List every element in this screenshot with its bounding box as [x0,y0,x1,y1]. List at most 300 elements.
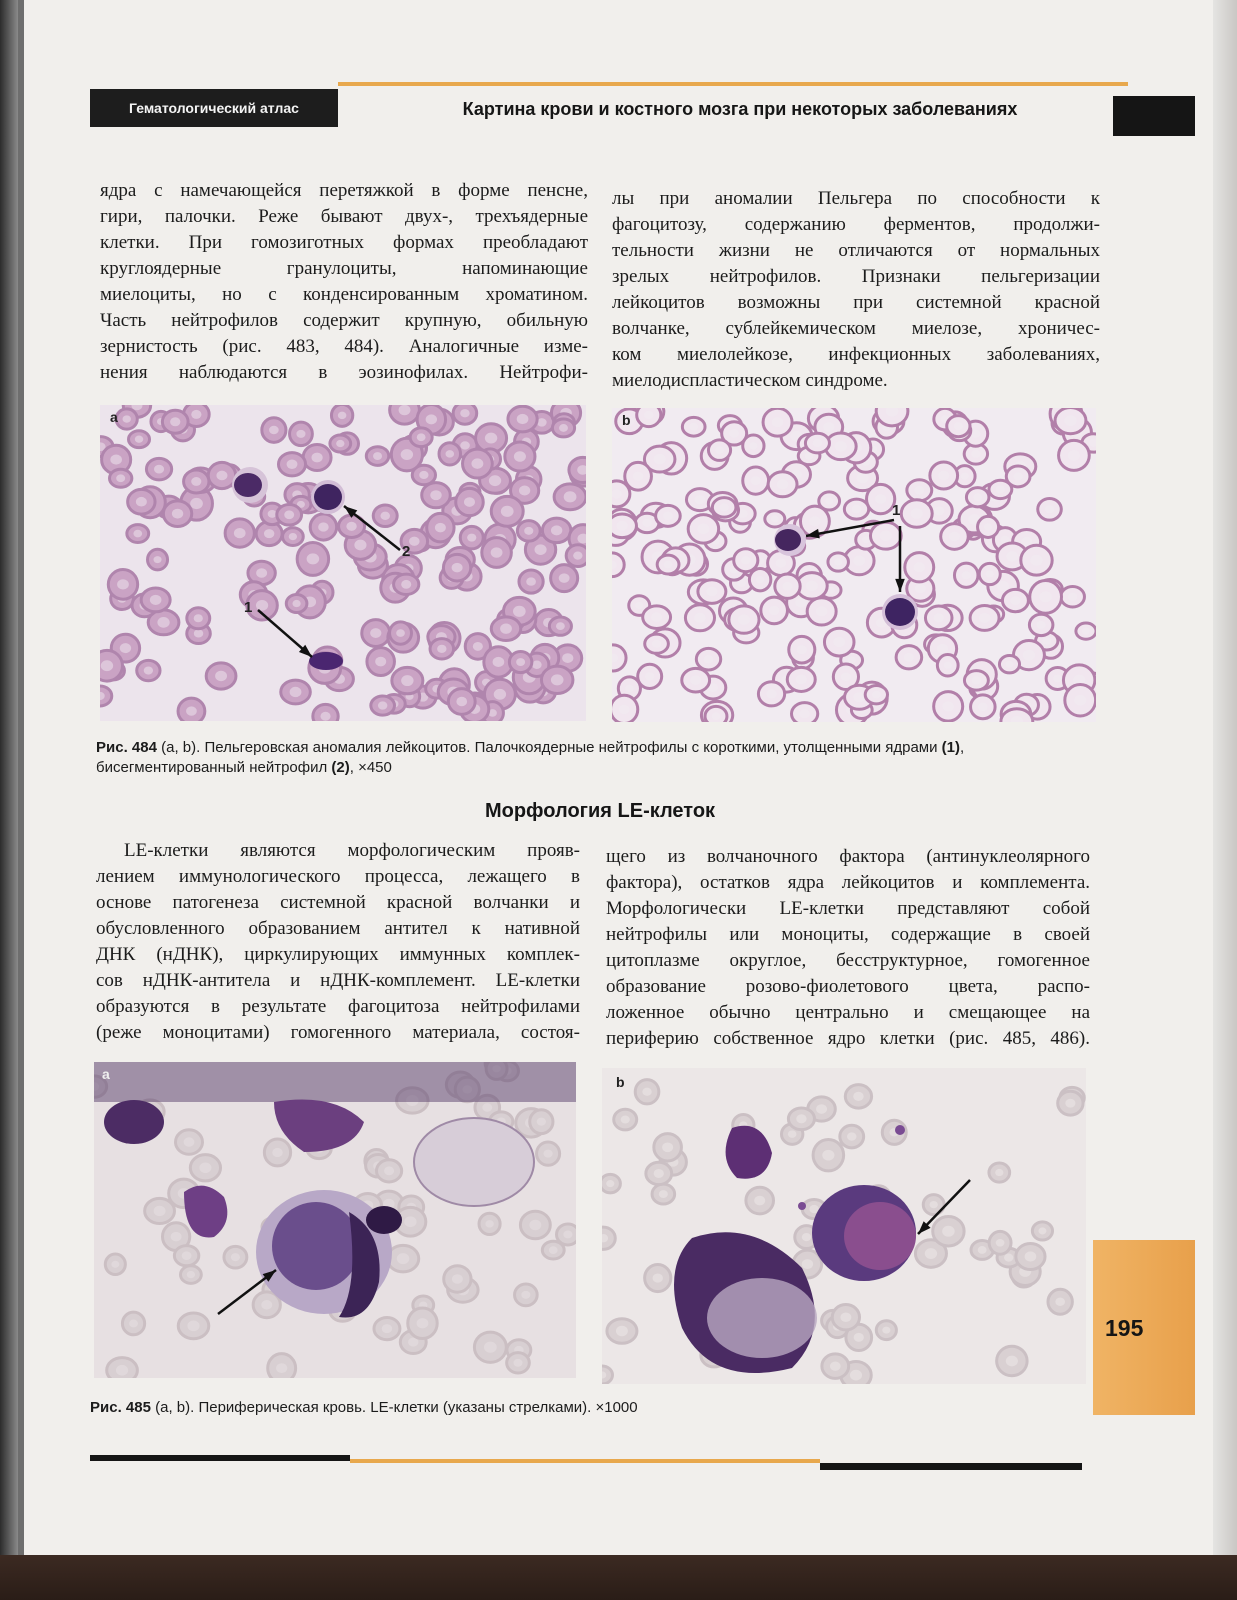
red-blood-cell-pallor [712,712,721,720]
red-blood-cell-pallor [187,1271,195,1278]
red-blood-cell-pallor [517,414,529,424]
red-blood-cell-pallor [338,412,347,419]
red-blood-cell-pallor [635,602,643,609]
red-blood-cell-pallor [551,674,564,685]
red-blood-cell-pallor [934,506,944,515]
red-blood-cell-pallor [485,433,497,444]
red-blood-cell-pallor [373,452,382,460]
header-accent-rule [338,82,1128,86]
text-line: ядра с намечающейся перетяжкой в форме пенсне, [100,180,588,201]
platelet [798,1202,806,1210]
red-blood-cell-pallor [482,1103,492,1112]
red-blood-cell-pallor [606,1180,614,1187]
red-blood-cell-pallor [311,453,322,463]
red-blood-cell-pallor [1064,415,1076,426]
red-blood-cell-pallor [292,600,300,607]
red-blood-cell-pallor [704,655,714,664]
red-blood-cell-pallor [823,422,834,432]
platelet [895,1125,905,1135]
red-blood-cell-pallor [972,676,982,684]
text-line: образуются в результате фагоцитоза нейтрофилами [96,996,580,1017]
red-blood-cell-pallor [1006,1356,1018,1367]
red-blood-cell-pallor [809,516,821,526]
red-blood-cell-pallor [777,479,789,489]
red-blood-cell-pallor [853,1092,864,1101]
red-blood-cell-pallor [170,417,180,426]
red-blood-cell-pallor [875,494,886,504]
red-blood-cell-pallor [799,709,809,718]
red-blood-cell-pallor [741,556,751,564]
red-blood-cell-pallor [171,1232,182,1242]
le-cell-nucleus [844,1202,916,1270]
red-blood-cell-pallor [1006,551,1018,562]
red-blood-cell-pallor [852,505,862,514]
text-line: зернистость (рис. 483, 484). Аналогичные изме- [100,336,588,357]
red-blood-cell-pallor [117,579,129,589]
red-blood-cell-pallor [645,672,655,680]
text-line: лы при аномалии Пельгера по способности к [612,188,1100,209]
red-blood-cell-pallor [806,580,818,591]
red-blood-cell-pallor [452,563,463,573]
red-blood-cell-pallor [694,613,706,623]
red-blood-cell-pallor [663,512,673,521]
red-blood-cell-pallor [1039,591,1052,602]
red-blood-cell-pallor [1042,637,1051,645]
red-blood-cell-pallor [1045,505,1054,513]
red-blood-cell-pallor [944,662,952,669]
footer-rule [820,1463,1082,1470]
text-column-left-top [100,178,588,386]
red-blood-cell-pallor [942,701,954,711]
red-blood-cell-pallor [751,476,761,485]
red-blood-cell-pallor [500,624,512,634]
red-blood-cell-pallor [563,1230,572,1238]
text-line: Часть нейтрофилов содержит крупную, обильную [100,310,588,331]
monocyte [414,1118,534,1206]
red-blood-cell-pallor [930,1201,938,1208]
red-blood-cell-pallor [995,1169,1003,1176]
red-blood-cell-pallor [256,568,267,578]
red-blood-cell-pallor [754,1196,765,1206]
red-blood-cell-pallor [1038,1227,1046,1234]
red-blood-cell-pallor [559,424,568,432]
red-blood-cell-pallor [526,577,536,585]
caption-text-2: , бисегментированный нейтрофил [96,739,965,776]
red-blood-cell-pallor [456,697,467,706]
red-blood-cell-pallor [370,628,381,638]
figure-485-caption [90,1398,990,1418]
neutrophil-nucleus [314,484,342,510]
text-line: цитоплазме округлое, бесструктурное, гомогенное [606,950,1090,971]
red-blood-cell-pallor [516,658,525,666]
red-blood-cell-pallor [336,440,344,447]
red-blood-cell-pallor [144,666,153,674]
red-blood-cell-pallor [543,1150,552,1158]
red-blood-cell-pallor [268,510,277,518]
red-blood-cell-pallor [426,414,437,424]
red-blood-cell-pallor [514,451,526,462]
red-blood-cell-pallor [215,671,227,681]
red-blood-cell-pallor [933,613,944,622]
red-blood-cell-pallor [644,411,654,419]
text-line: миелоциты, но с конденсированным хроматином. [100,284,588,305]
text-line: лейкоцитов возможны при системной красной [612,292,1100,313]
red-blood-cell-pallor [110,454,122,464]
red-blood-cell-pallor [467,534,476,542]
red-blood-cell-pallor [290,687,302,697]
red-blood-cell-pallor [564,491,577,502]
red-blood-cell-pallor [501,506,514,517]
red-blood-cell-pallor [816,1104,827,1114]
red-blood-cell-pallor [194,614,203,622]
red-blood-cell-pallor [642,519,652,527]
caption-ref-1: (1) [941,739,961,756]
red-blood-cell-pallor [633,472,644,481]
figure-label-2: 2 [402,543,411,560]
red-blood-cell-pallor [216,471,227,481]
red-blood-cell-pallor [872,691,881,699]
red-blood-cell-pallor [296,430,305,438]
red-blood-cell-pallor [756,576,765,584]
text-line: периферию собственное ядро клетки (рис. 485, 486). [606,1028,1090,1049]
red-blood-cell-pallor [830,1361,841,1370]
text-line: круглоядерные гранулоциты, напоминающие [100,258,588,279]
red-blood-cell-pallor [111,1261,119,1268]
text-line: LE-клетки являются морфологическим прояв- [124,840,580,861]
red-blood-cell-pallor [184,1137,195,1146]
red-blood-cell-pallor [380,512,390,520]
red-blood-cell-pallor [191,477,201,486]
red-blood-cell-pallor [813,439,823,447]
red-blood-cell-pallor [194,629,203,637]
red-blood-cell-pallor [816,606,828,616]
caption-text: (a, b). Периферическая кровь. LE-клетки (указаны стрелками). ×1000 [155,1399,638,1416]
neutrophil-nucleus [309,652,343,670]
red-blood-cell-pallor [1010,596,1020,605]
red-blood-cell-pallor [551,525,562,535]
red-blood-cell-pallor [231,1253,240,1261]
text-column-right-middle [606,844,1090,1052]
red-blood-cell-pallor [914,486,924,495]
figure-484-caption [96,738,1096,778]
red-blood-cell-pallor [256,600,268,611]
red-blood-cell-pallor [1023,650,1035,661]
red-blood-cell-pallor [445,450,454,458]
cell-cluster [94,1062,576,1102]
text-line: зрелых нейтрофилов. Признаки пельгеризации [612,266,1100,287]
red-blood-cell-pallor [802,1233,811,1241]
figure-485a-le-cell [94,1062,576,1378]
neutrophil-nucleus [234,473,262,497]
red-blood-cell-pallor [396,629,405,637]
red-blood-cell-pallor [715,446,724,454]
figure-485b-le-cell [602,1068,1086,1384]
red-blood-cell-pallor [847,1132,857,1140]
monocyte [707,1278,817,1358]
red-blood-cell-pallor [996,485,1005,493]
figure-label-1: 1 [244,599,253,616]
text-line: Морфологически LE-клетки представляют собой [606,898,1090,919]
red-blood-cell-pallor [1030,555,1043,566]
red-blood-cell-pallor [697,524,709,535]
red-blood-cell-pallor [430,490,441,500]
red-blood-cell-pallor [694,495,705,504]
red-blood-cell-pallor [997,581,1009,592]
red-blood-cell-pallor [706,587,717,597]
red-blood-cell-pallor [961,473,969,480]
red-blood-cell-pallor [519,486,530,496]
red-blood-cell-pallor [276,1363,287,1373]
red-blood-cell-pallor [452,1274,463,1284]
red-blood-cell-pallor [473,642,483,651]
red-blood-cell-pallor [397,1253,410,1264]
red-blood-cell-pallor [287,460,298,469]
red-blood-cell-pallor [116,1365,128,1376]
red-blood-cell-pallor [749,442,758,449]
text-line: клетки. При гомозиготных формах преобладают [100,232,588,253]
text-line: нейтрофилы или моноциты, содержащие в своей [606,924,1090,945]
red-blood-cell-pallor [797,645,807,654]
text-line: образование розово-фиолетового цвета, распо- [606,976,1090,997]
red-blood-cell-pallor [854,1333,864,1342]
red-blood-cell-pallor [689,423,698,431]
red-blood-cell-pallor [971,450,980,458]
red-blood-cell-pallor [157,617,169,628]
red-blood-cell-pallor [182,1251,192,1260]
header-black-tab [1113,96,1195,136]
figure-letter: a [110,409,118,425]
figure-484b-blood-smear [612,408,1096,722]
red-blood-cell-pallor [513,606,526,617]
red-blood-cell-pallor [401,675,413,686]
running-head-book-title: Гематологический атлас [90,89,338,127]
red-blood-cell-pallor [788,1130,797,1137]
red-blood-cell-pallor [172,509,183,519]
text-line: фактора), остатков ядра лейкоцитов и комплемента. [606,872,1090,893]
le-cell-inclusion [272,1202,360,1290]
red-blood-cell-pallor [880,530,892,541]
neutrophil-nucleus [885,598,915,626]
red-blood-cell-pallor [471,458,483,468]
red-blood-cell-pallor [978,703,988,712]
caption-text-3: , ×450 [349,759,392,776]
red-blood-cell-pallor [882,1327,890,1334]
red-blood-cell-pallor [1055,1297,1065,1306]
red-blood-cell-pallor [738,614,750,625]
red-blood-cell-pallor [796,1114,806,1123]
red-blood-cell-pallor [269,426,279,434]
red-blood-cell-pallor [354,540,366,551]
red-blood-cell-pallor [199,1163,211,1174]
page-bottom-shadow [0,1555,1237,1600]
red-blood-cell-pallor [129,1320,138,1328]
red-blood-cell-pallor [642,1088,651,1096]
red-blood-cell-pallor [532,661,542,669]
page-edge [1213,0,1237,1555]
red-blood-cell-pallor [834,558,842,565]
figure-letter: a [102,1066,110,1082]
red-blood-cell-pallor [435,523,446,533]
red-blood-cell-pallor [1004,1254,1013,1262]
neutrophil-nucleus [775,529,801,551]
red-blood-cell-pallor [949,532,960,542]
red-blood-cell-pallor [625,685,634,693]
red-blood-cell-pallor [772,417,784,427]
red-blood-cell-pallor [187,1320,199,1331]
text-line: основе патогенеза системной красной волчанки и [96,892,580,913]
red-blood-cell-pallor [616,521,628,531]
text-line: щего из волчаночного фактора (антинуклеолярного [606,846,1090,867]
red-blood-cell-pallor [954,422,963,430]
red-blood-cell-pallor [382,1324,392,1333]
red-blood-cell-pallor [494,689,506,700]
red-blood-cell-pallor [261,1300,272,1310]
red-blood-cell-pallor [1074,695,1086,706]
red-blood-cell-pallor [925,1248,937,1259]
red-blood-cell-pallor [346,522,356,531]
text-line: ложенное обычно центрально и смещающее на [606,1002,1090,1023]
text-line: лением иммунологического процесса, лежащего в [96,866,580,887]
red-blood-cell-pallor [853,692,865,702]
red-blood-cell-pallor [1036,621,1045,629]
text-line: тельности жизни не отличаются от нормальных [612,240,1100,261]
red-blood-cell-pallor [802,1259,813,1269]
red-blood-cell-pallor [1082,628,1090,635]
red-blood-cell-pallor [513,1359,522,1367]
red-blood-cell-pallor [719,503,728,511]
caption-figure-number: Рис. 485 [90,1399,151,1416]
red-blood-cell-pallor [154,556,162,563]
red-blood-cell-pallor [401,580,411,589]
red-blood-cell-pallor [962,571,971,579]
red-blood-cell-pallor [186,706,197,715]
red-blood-cell-pallor [984,523,992,530]
red-blood-cell-pallor [1025,1251,1037,1261]
red-blood-cell-pallor [853,556,865,566]
footer-rule [90,1455,350,1461]
text-line: волчанке, сублейкемическом миелозе, хроничес- [612,318,1100,339]
red-blood-cell-pallor [938,471,949,481]
red-blood-cell-pallor [307,553,320,564]
red-blood-cell-pallor [1053,674,1062,682]
red-blood-cell-pallor [464,497,475,507]
text-line: обусловленного образованием антител к нативной [96,918,580,939]
red-blood-cell-pallor [191,410,201,419]
red-blood-cell-pallor [101,660,113,671]
red-blood-cell-pallor [409,537,420,546]
red-blood-cell-pallor [318,522,329,531]
section-title: Морфология LE-клеток [484,800,716,822]
red-blood-cell-pallor [771,515,779,522]
text-line: ДНК (нДНК), циркулирующих иммунных комплек- [96,944,580,965]
red-blood-cell-pallor [320,712,330,721]
red-blood-cell-pallor [1065,1099,1075,1108]
red-blood-cell-pallor [133,530,142,538]
footer-accent-rule [350,1459,820,1463]
red-blood-cell-pallor [378,701,387,709]
red-blood-cell-pallor [857,473,869,483]
red-blood-cell-pallor [154,465,164,474]
lymphocyte [104,1100,164,1144]
red-blood-cell-pallor [769,606,780,615]
caption-ref-2: (2) [331,759,350,776]
red-blood-cell-pallor [621,1116,630,1124]
red-blood-cell-pallor [399,405,411,415]
red-blood-cell-pallor [1068,450,1080,461]
text-column-left-middle [96,838,580,1046]
red-blood-cell-pallor [822,1150,834,1161]
red-blood-cell-pallor [979,613,991,623]
red-blood-cell-pallor [562,653,573,663]
red-blood-cell-pallor [911,508,923,519]
red-blood-cell-pallor [136,497,147,507]
red-blood-cell-pallor [489,475,501,486]
red-blood-cell-pallor [942,1226,955,1237]
red-blood-cell-pallor [690,675,701,685]
red-blood-cell-pallor [116,474,125,482]
page-number: 195 [1105,1315,1144,1341]
red-blood-cell-pallor [573,552,582,560]
red-blood-cell-pallor [664,561,673,569]
red-blood-cell-pallor [833,637,845,647]
red-blood-cell-pallor [850,1370,862,1381]
red-blood-cell-pallor [417,1318,429,1328]
figure-letter: b [622,412,631,428]
red-blood-cell-pallor [915,584,926,593]
red-blood-cell-pallor [652,640,661,648]
red-blood-cell-pallor [234,528,246,538]
red-blood-cell-pallor [904,653,914,662]
red-blood-cell-pallor [841,672,851,681]
red-blood-cell-pallor [437,645,446,653]
red-blood-cell-pallor [654,1169,664,1178]
red-blood-cell-pallor [913,562,925,572]
red-blood-cell-pallor [776,558,787,567]
red-blood-cell-pallor [284,510,294,519]
red-blood-cell-pallor [524,527,533,535]
red-blood-cell-pallor [493,657,505,667]
red-blood-cell-pallor [521,1291,530,1299]
red-blood-cell-pallor [556,622,565,630]
text-column-right-top [612,186,1100,394]
red-blood-cell-pallor [534,544,546,555]
red-blood-cell-pallor [1005,661,1013,668]
red-blood-cell-pallor [654,454,666,465]
red-blood-cell-pallor [1068,593,1077,601]
red-blood-cell-pallor [616,1326,628,1337]
figure-letter: b [616,1074,625,1090]
red-blood-cell-pallor [662,1142,673,1152]
red-blood-cell-pallor [384,1166,394,1175]
red-blood-cell-pallor [272,1148,283,1157]
red-blood-cell-pallor [484,1342,497,1353]
red-blood-cell-pallor [419,471,428,479]
red-blood-cell-pallor [978,1246,987,1254]
red-blood-cell-pallor [537,1118,546,1126]
text-line: сов нДНК-антитела и нДНК-комплемент. LE-клетки [96,970,580,991]
red-blood-cell-pallor [986,570,994,577]
red-blood-cell-pallor [937,644,948,654]
red-blood-cell-pallor [835,441,847,452]
red-blood-cell-pallor [491,547,503,557]
red-blood-cell-pallor [485,1220,493,1227]
red-blood-cell-pallor [190,498,203,509]
red-blood-cell-pallor [404,1216,416,1227]
running-head-chapter-title: Картина крови и костного мозга при некоторых заболеваниях [462,98,1018,119]
red-blood-cell-pallor [862,536,870,543]
caption-text: Пельгеровская аномалия лейкоцитов. Палочкоядерные нейтрофилы с короткими, утолщенными ядрами [204,739,938,756]
red-blood-cell-pallor [264,529,274,538]
